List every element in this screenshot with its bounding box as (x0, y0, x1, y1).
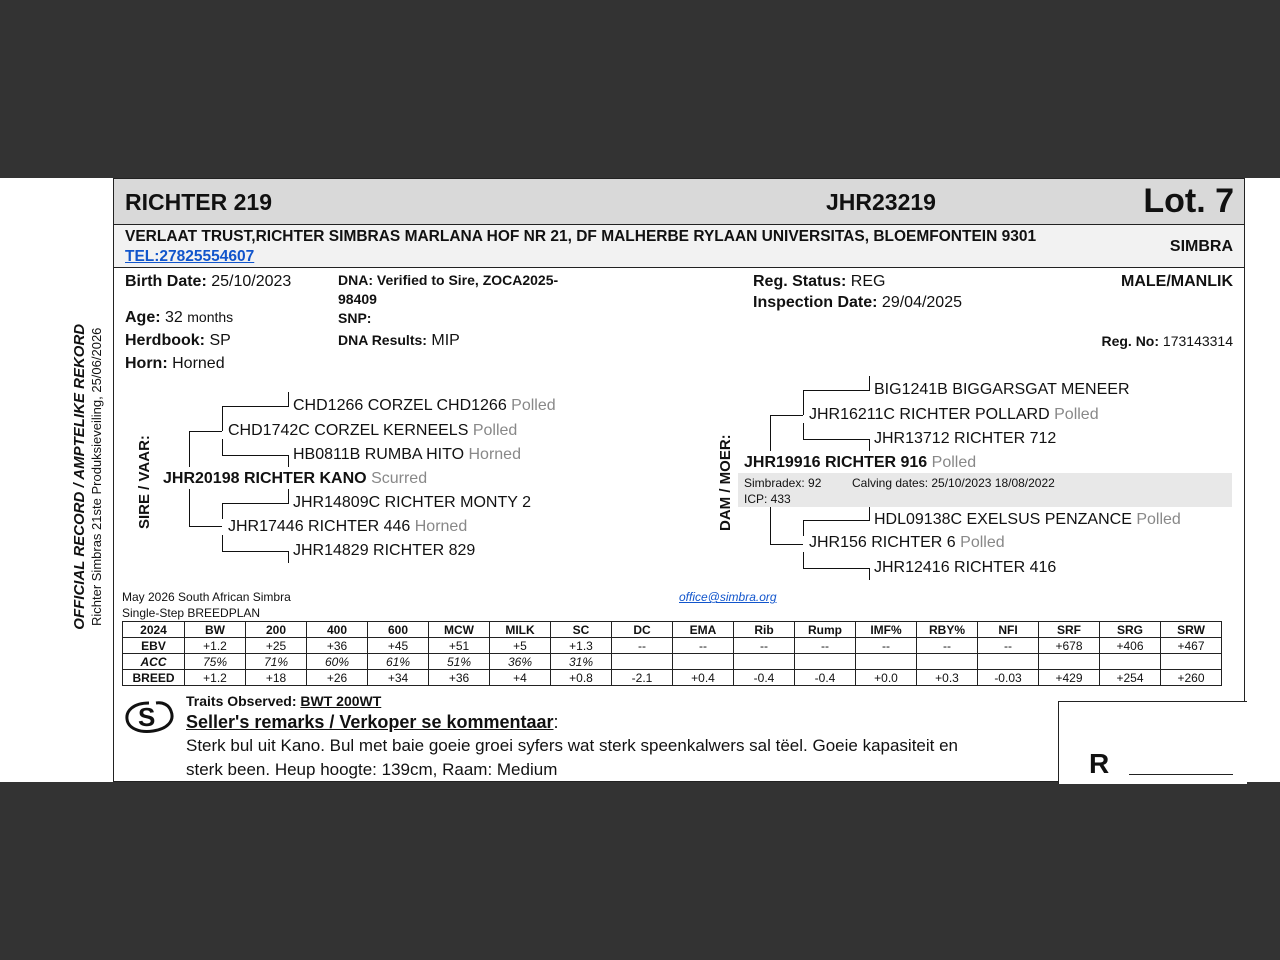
sire: JHR20198 RICHTER KANO Scurred (163, 470, 428, 487)
reg-number: Reg. No: 173143314 (1101, 333, 1233, 349)
breed-row (123, 670, 1222, 686)
official-record-label: OFFICIAL RECORD / AMPTELIKE REKORD (71, 323, 89, 630)
ebv-caption-2: Single-Step BREEDPLAN (122, 606, 261, 620)
ebv-cell: +34 (368, 670, 429, 686)
ped-line (222, 406, 288, 407)
ped-line (770, 415, 771, 451)
ped-line (222, 439, 223, 455)
ebv-cell: 400 (307, 622, 368, 638)
ped-line (770, 544, 803, 545)
ebv-cell (1161, 654, 1222, 670)
icp: ICP: 433 (744, 492, 791, 506)
ebv-cell: MCW (429, 622, 490, 638)
dam-sire-dam: JHR13712 RICHTER 712 (874, 430, 1057, 447)
ebv-cell: -2.1 (612, 670, 673, 686)
ebv-cell: +36 (307, 638, 368, 654)
ebv-cell (1039, 654, 1100, 670)
ebv-cell (1100, 654, 1161, 670)
dna-results: DNA Results: MIP (338, 332, 460, 349)
ped-line (770, 415, 803, 416)
ebv-cell: +45 (368, 638, 429, 654)
ebv-cell (795, 654, 856, 670)
phone-link[interactable]: TEL:27825554607 (125, 248, 255, 265)
ebv-cell (734, 654, 795, 670)
snp-label: SNP: (338, 310, 372, 326)
ped-line (288, 392, 289, 407)
ebv-cell: +467 (1161, 638, 1222, 654)
svg-text:S: S (138, 702, 156, 732)
ebv-cell: MILK (490, 622, 551, 638)
sire-sire-dam: HB0811B RUMBA HITO Horned (293, 446, 521, 463)
ebv-cell: 600 (368, 622, 429, 638)
ped-line (189, 526, 222, 527)
dam-dam-dam: JHR12416 RICHTER 416 (874, 559, 1057, 576)
sire-dam: JHR17446 RICHTER 446 Horned (228, 518, 468, 535)
ebv-cell: ACC (123, 654, 185, 670)
ebv-cell (917, 654, 978, 670)
dna-verification: DNA: Verified to Sire, ZOCA2025- (338, 272, 559, 288)
ebv-cell: +0.4 (673, 670, 734, 686)
ebv-cell: +0.3 (917, 670, 978, 686)
dam-dam: JHR156 RICHTER 6 Polled (809, 534, 1005, 551)
ebv-cell: BREED (123, 670, 185, 686)
ped-line (189, 431, 222, 432)
traits-observed: Traits Observed: BWT 200WT (186, 693, 382, 709)
birth-date: Birth Date: 25/10/2023 (125, 273, 292, 290)
ebv-cell: -- (795, 638, 856, 654)
ebv-cell: -- (856, 638, 917, 654)
ebv-cell: DC (612, 622, 673, 638)
ped-line (869, 507, 870, 521)
ebv-cell: +5 (490, 638, 551, 654)
sire-label: SIRE / VAAR: (136, 435, 153, 529)
ebv-cell: +429 (1039, 670, 1100, 686)
ebv-cell: 200 (246, 622, 307, 638)
ebv-cell: -0.4 (734, 670, 795, 686)
ped-line (222, 551, 288, 552)
s-logo-icon (123, 697, 177, 742)
owner-address: VERLAAT TRUST,RICHTER SIMBRAS MARLANA HOF NR 21, DF MALHERBE RYLAAN UNIVERSITAS, BLOEMFONTEIN 9301 (125, 228, 1037, 245)
remarks-line-1: Sterk bul uit Kano. Bul met baie goeie groei syfers wat sterk speenkalwers sal tëel. Goeie kapasiteit en (186, 736, 959, 755)
animal-reg-id: JHR23219 (826, 189, 936, 215)
ebv-cell: +25 (246, 638, 307, 654)
ebv-cell (673, 654, 734, 670)
inspection-date: Inspection Date: 29/04/2025 (753, 294, 962, 311)
ebv-header-row (123, 622, 1222, 638)
ebv-cell: -0.03 (978, 670, 1039, 686)
price-currency: R (1089, 748, 1110, 779)
sire-dam-dam: JHR14829 RICHTER 829 (293, 542, 476, 559)
ebv-cell: +678 (1039, 638, 1100, 654)
owner-bar (114, 225, 1244, 268)
ped-line (288, 489, 289, 504)
ebv-cell: -- (612, 638, 673, 654)
sex-label: MALE/MANLIK (1121, 273, 1233, 290)
title-bar (114, 179, 1244, 225)
dam-sire: JHR16211C RICHTER POLLARD Polled (809, 406, 1099, 423)
ebv-cell (856, 654, 917, 670)
price-line[interactable] (1129, 774, 1233, 775)
ped-line (803, 439, 869, 440)
ebv-cell: -- (673, 638, 734, 654)
ebv-cell: 36% (490, 654, 551, 670)
ebv-cell: +1.2 (185, 638, 246, 654)
ebv-cell: 31% (551, 654, 612, 670)
ped-line (803, 423, 804, 439)
ped-line (222, 535, 223, 551)
ped-line (803, 568, 869, 569)
dam-label: DAM / MOER: (717, 434, 734, 531)
age: Age: 32 months (125, 309, 234, 326)
breed-label: SIMBRA (1169, 238, 1233, 255)
sire-sire-sire: CHD1266 CORZEL CHD1266 Polled (293, 397, 556, 414)
ebv-row (123, 638, 1222, 654)
dam: JHR19916 RICHTER 916 Polled (744, 454, 977, 471)
ebv-cell: SRF (1039, 622, 1100, 638)
horn-status: Horn: Horned (125, 355, 225, 372)
ebv-cell: RBY% (917, 622, 978, 638)
ped-line (803, 552, 804, 568)
ebv-cell: 51% (429, 654, 490, 670)
ebv-cell: Rump (795, 622, 856, 638)
ebv-cell: IMF% (856, 622, 917, 638)
ebv-cell: -- (917, 638, 978, 654)
calving-dates: Calving dates: 25/10/2023 18/08/2022 (852, 476, 1055, 490)
ped-line (803, 520, 869, 521)
ebv-cell: 75% (185, 654, 246, 670)
ebv-cell: +0.0 (856, 670, 917, 686)
price-box (1058, 701, 1247, 784)
dam-sire-sire: BIG1241B BIGGARSGAT MENEER (874, 381, 1130, 398)
side-caption (58, 300, 118, 680)
ped-line (869, 439, 870, 451)
dna-verification-cont: 98409 (338, 291, 377, 307)
ebv-caption: May 2026 South African Simbra (122, 590, 291, 604)
ped-line (222, 406, 223, 431)
ped-line (189, 431, 190, 467)
ebv-cell: EBV (123, 638, 185, 654)
ebv-cell: SC (551, 622, 612, 638)
ped-line (222, 503, 223, 519)
ebv-cell (612, 654, 673, 670)
ebv-cell: +51 (429, 638, 490, 654)
ped-line (869, 376, 870, 391)
ebv-cell: +26 (307, 670, 368, 686)
simbradex: Simbradex: 92 (744, 476, 822, 490)
ebv-cell: +1.2 (185, 670, 246, 686)
ebv-cell: 61% (368, 654, 429, 670)
ebv-cell: +260 (1161, 670, 1222, 686)
ped-line (288, 551, 289, 563)
ebv-cell: SRG (1100, 622, 1161, 638)
ped-line (189, 489, 190, 526)
ebv-cell: +1.3 (551, 638, 612, 654)
ebv-cell: 60% (307, 654, 368, 670)
ebv-cell: Rib (734, 622, 795, 638)
dam-dam-sire: HDL09138C EXELSUS PENZANCE Polled (874, 511, 1181, 528)
ebv-cell: 71% (246, 654, 307, 670)
ped-line (770, 507, 771, 545)
ebv-cell: +18 (246, 670, 307, 686)
ped-line (803, 390, 869, 391)
ped-line (288, 455, 289, 467)
ebv-cell: +254 (1100, 670, 1161, 686)
sire-sire: CHD1742C CORZEL KERNEELS Polled (228, 422, 518, 439)
dam-info-box (738, 473, 1232, 507)
ebv-cell: +406 (1100, 638, 1161, 654)
ebv-cell: -- (978, 638, 1039, 654)
ped-line (222, 455, 288, 456)
reg-status: Reg. Status: REG (753, 273, 886, 290)
remarks-title: Seller's remarks / Verkoper se kommentaar: (186, 712, 559, 732)
ebv-cell: +36 (429, 670, 490, 686)
ebv-cell: +4 (490, 670, 551, 686)
ebv-table (122, 621, 1222, 686)
ebv-cell: NFI (978, 622, 1039, 638)
ebv-cell: BW (185, 622, 246, 638)
auction-caption: Richter Simbras 21ste Produksieveiling, 25/06/2026 (89, 327, 105, 627)
sire-dam-sire: JHR14809C RICHTER MONTY 2 (293, 494, 531, 511)
ped-line (869, 568, 870, 580)
herdbook: Herdbook: SP (125, 332, 231, 349)
ped-line (803, 520, 804, 536)
ped-line (222, 503, 288, 504)
ebv-cell (978, 654, 1039, 670)
remarks-line-2: sterk been. Heup hoogte: 139cm, Raam: Medium (186, 760, 558, 779)
ebv-cell: SRW (1161, 622, 1222, 638)
ebv-cell: EMA (673, 622, 734, 638)
lot-number: Lot. 7 (1143, 182, 1234, 220)
ebv-cell: +0.8 (551, 670, 612, 686)
ebv-cell: 2024 (123, 622, 185, 638)
ebv-cell: -- (734, 638, 795, 654)
ebv-cell: -0.4 (795, 670, 856, 686)
lot-card (113, 178, 1245, 782)
acc-row (123, 654, 1222, 670)
email-link[interactable]: office@simbra.org (679, 590, 777, 604)
animal-name: RICHTER 219 (125, 189, 272, 215)
ped-line (803, 390, 804, 415)
